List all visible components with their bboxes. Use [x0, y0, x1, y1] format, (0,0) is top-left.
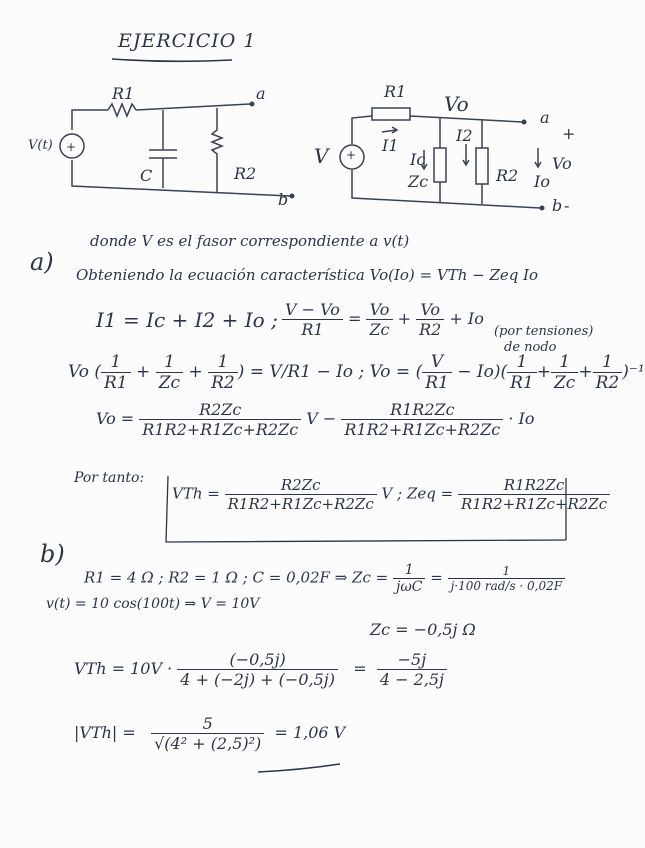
- circuit-1-source-label: V(t): [28, 138, 53, 153]
- node-equation: $\frac{V - Vo}{R1}$ = $\frac{Vo}{Zc}$ + $\frac{Vo}{R2}$ + Io: [282, 300, 484, 339]
- circuit-2-i1-label: I1: [382, 136, 399, 155]
- therefore-label: Por tanto:: [74, 470, 145, 486]
- vo-admittance-equation: Vo ( $\frac{1}{R1}$ + $\frac{1}{Zc}$ + $\frac{1}{R2}$ ) = V/R1 − Io ; Vo = ( $\frac{V}{R1}$ − Io)( $\frac{1}{R1}$ + $\frac{1}{Zc}$ + $\frac{1}{R2}$ )⁻¹: [68, 352, 645, 393]
- circuit-2-node-label: Vo: [444, 92, 469, 116]
- circuit-2-source-label: V: [314, 144, 329, 168]
- vth-numeric-equation: VTh = 10V · $\frac{(-0,5j)}{4 + (-2j) + (-0,5j)}$ = $\frac{-5j}{4 - 2,5j}$: [74, 650, 447, 689]
- circuit-2-ic-label: Ic: [410, 150, 426, 169]
- zc-value: Zc = −0,5j Ω: [370, 620, 476, 639]
- circuit-2-plus-sign: +: [562, 124, 576, 143]
- part-a-intro: Obteniendo la ecuación característica Vo(Io) = VTh − Zeq Io: [76, 266, 539, 284]
- circuit-2-r1-label: R1: [384, 82, 407, 101]
- circuit-2-zc-label: Zc: [408, 172, 429, 191]
- circuit-1-terminal-a: a: [256, 84, 266, 103]
- vth-magnitude-equation: |VTh| = $\frac{5}{\text{√(4² + (2,5)²)}}$ = 1,06 V: [74, 714, 346, 753]
- circuit-2-vo-label: Vo: [552, 154, 572, 173]
- part-b-parameters: R1 = 4 Ω ; R2 = 1 Ω ; C = 0,02F ⇒ Zc = $\frac{1}{\text{jωC}}$ = $\frac{1}{\text{j·100 rad/s · 0,02F}}$: [84, 562, 565, 595]
- node-method-note: (por tensiones) de nodo: [494, 324, 594, 355]
- kcl-equation: I1 = Ic + I2 + Io ;: [96, 308, 278, 332]
- circuit-1-source-sign: +: [66, 140, 77, 154]
- circuit-1-terminal-b: b: [278, 190, 289, 209]
- thevenin-result-box: VTh = $\frac{R2Zc}{R1R2+R1Zc+R2Zc}$ V ; Zeq = $\frac{R1R2Zc}{R1R2+R1Zc+R2Zc}$: [172, 476, 610, 513]
- circuit-2-r2-label: R2: [496, 166, 519, 185]
- circuit-2-source-sign: +: [346, 148, 357, 162]
- circuit-2-terminal-b: b: [552, 196, 563, 215]
- part-b-label: b): [40, 540, 65, 568]
- circuit-1-r2-label: R2: [234, 164, 257, 183]
- part-a-label: a): [30, 248, 54, 276]
- circuit-2-ir-label: I2: [456, 126, 473, 145]
- circuit-1-c-label: C: [140, 166, 153, 185]
- vo-solution-equation: Vo = $\frac{R2Zc}{R1R2+R1Zc+R2Zc}$ V − $\frac{R1R2Zc}{R1R2+R1Zc+R2Zc}$ · Io: [96, 400, 535, 439]
- circuit-1-r1-label: R1: [112, 84, 135, 103]
- source-phasor-line: v(t) = 10 cos(100t) ⇒ V = 10V: [46, 596, 260, 612]
- phasor-note: donde V es el fasor correspondiente a v(t): [90, 232, 410, 250]
- circuit-2-minus-sign: -: [564, 196, 570, 215]
- circuit-2-io-label: Io: [534, 172, 550, 191]
- exercise-title: EJERCICIO 1: [118, 30, 257, 52]
- circuit-2-terminal-a: a: [540, 108, 550, 127]
